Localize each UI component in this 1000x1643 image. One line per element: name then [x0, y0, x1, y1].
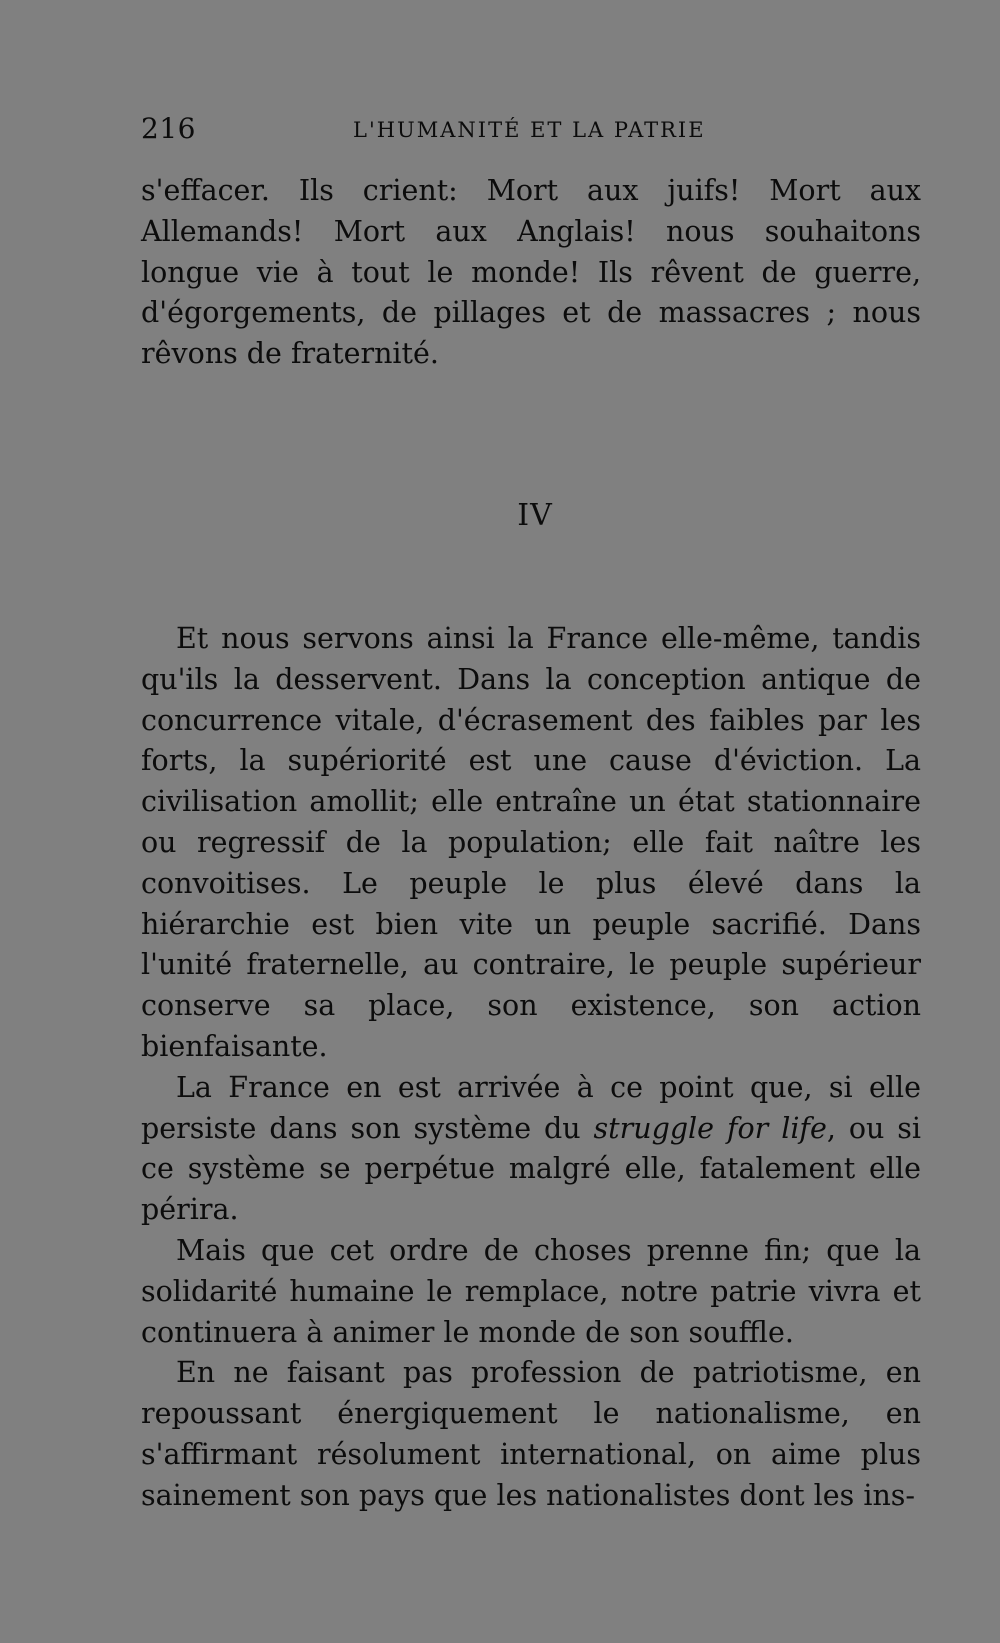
text-block-section-iv: [141, 619, 921, 1517]
paragraph: En ne faisant pas profession de patriotisme, en repoussant énergiquement le nationalisme, en s'affirmant résolument international, on aime plus sainement son pays que les nationalistes dont les ins-: [141, 1356, 921, 1512]
paragraph-text: La France en est arrivée à ce point que, si elle persiste dans son système du: [141, 1070, 921, 1145]
paragraph-text: , ou si ce système se perpétue malgré elle, fatalement elle périra.: [141, 1111, 922, 1227]
italic-phrase: struggle for life: [593, 1111, 827, 1145]
paragraph: Mais que cet ordre de choses prenne fin; que la solidarité humaine le remplace, notre patrie vivra et continuera à animer le monde de son souffle.: [141, 1233, 921, 1349]
page-header: [141, 112, 921, 152]
paragraph: [141, 1068, 921, 1231]
running-head: L'HUMANITÉ ET LA PATRIE: [353, 118, 706, 142]
page-number: 216: [141, 112, 196, 145]
section-heading: IV: [517, 498, 553, 533]
paragraph-continuation: s'effacer. Ils crient: Mort aux juifs! Mort aux Allemands! Mort aux Anglais! nous souhaitons longue vie à tout le monde! Ils rêvent de guerre, d'égorgements, de pillages et de massacres ; nous rêvons de fraternité.: [141, 174, 921, 371]
paragraph: Et nous servons ainsi la France elle-même, tandis qu'ils la desservent. Dans la conception antique de concurrence vitale, d'écrasement des faibles par les forts, la supériorité est une cause d'éviction. La civilisation amollit; elle entraîne un état stationnaire ou regressif de la population; elle fait naître les convoitises. Le peuple le plus élevé dans la hiérarchie est bien vite un peuple sacrifié. Dans l'unité fraternelle, au contraire, le peuple supérieur conserve sa place, son existence, son action bienfaisante.: [141, 622, 921, 1063]
text-block-continuation: [141, 171, 921, 375]
